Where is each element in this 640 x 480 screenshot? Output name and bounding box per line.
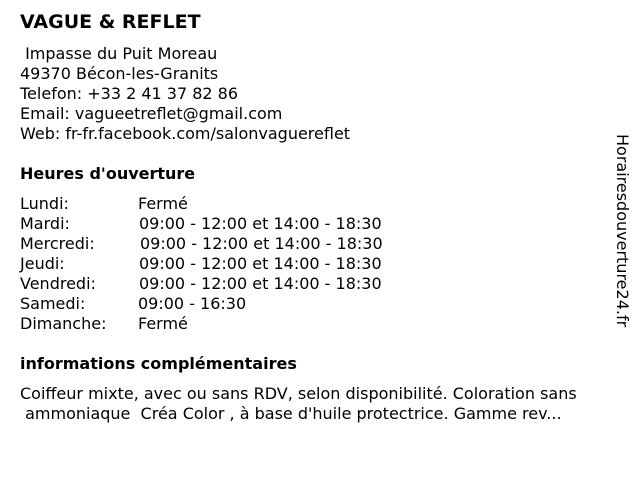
info-line: ammoniaque Créa Color , à base d'huile protectrice. Gamme rev...: [20, 404, 562, 423]
business-name: VAGUE & REFLET: [20, 11, 201, 33]
day-times: 09:00 - 16:30: [138, 294, 247, 313]
day-label: Samedi:: [20, 294, 86, 313]
postal-city: 49370 Bécon-les-Granits: [20, 64, 219, 83]
day-label: Vendredi:: [20, 274, 96, 293]
day-times: 09:00 - 12:00 et 14:00 - 18:30: [139, 254, 382, 273]
email-address: Email: vagueetreflet@gmail.com: [20, 104, 283, 123]
hours-heading: Heures d'ouverture: [20, 164, 196, 183]
site-credit: Horairesdouverture24.fr: [613, 134, 632, 328]
day-times: 09:00 - 12:00 et 14:00 - 18:30: [139, 214, 382, 233]
day-times: 09:00 - 12:00 et 14:00 - 18:30: [139, 274, 382, 293]
day-times: 09:00 - 12:00 et 14:00 - 18:30: [140, 234, 383, 253]
info-description: [20, 384, 620, 424]
day-label: Mercredi:: [20, 234, 95, 253]
day-times: Fermé: [138, 194, 188, 213]
street-address: Impasse du Puit Moreau: [20, 44, 218, 63]
day-label: Dimanche:: [20, 314, 107, 333]
day-label: Lundi:: [20, 194, 69, 213]
day-label: Jeudi:: [20, 254, 65, 273]
phone-number: Telefon: +33 2 41 37 82 86: [20, 84, 239, 103]
contact-block: [20, 44, 350, 144]
day-times: Fermé: [138, 314, 188, 333]
info-heading: informations complémentaires: [20, 354, 297, 373]
info-line: Coiffeur mixte, avec ou sans RDV, selon disponibilité. Coloration sans: [20, 384, 577, 403]
website-link[interactable]: Web: fr-fr.facebook.com/salonvaguereflet: [20, 124, 351, 143]
day-label: Mardi:: [20, 214, 70, 233]
